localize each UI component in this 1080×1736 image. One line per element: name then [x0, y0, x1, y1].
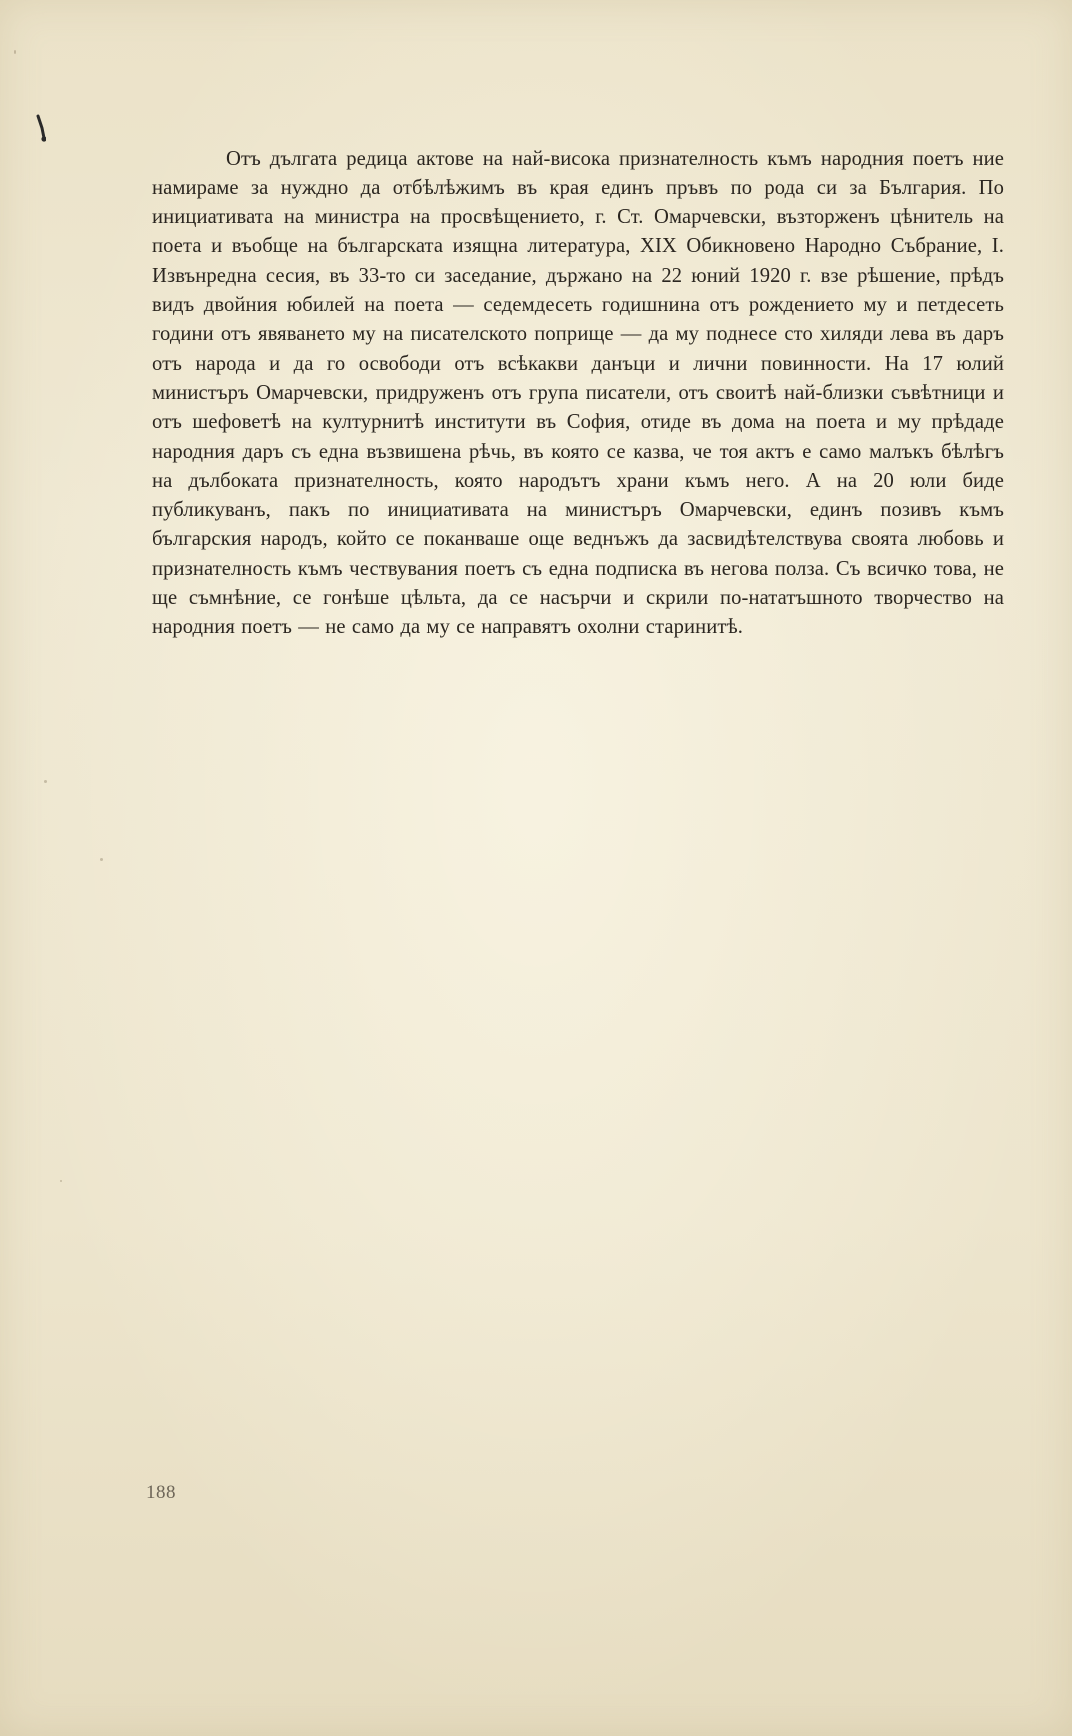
- body-paragraph: Отъ дългата редица актове на най-висока признателность къмъ народния поетъ ние намираме за нуждно да отбѣлѣжимъ въ края единъ пръвъ по рода си за България. По инициативата на министра на просвѣщението, г. Ст. Омарчевски, възторженъ цѣнитель на поета и въобще на българската изящна литература, XIX Обикновено Народно Събрание, I. Извънредна сесия, въ 33-то си заседание, държано на 22 юний 1920 г. взе рѣшение, прѣдъ видъ двойния юбилей на поета — седемдесеть годишнина отъ рождението му и петдесеть години отъ явяването му на писателското поприще — да му поднесе сто хиляди лева въ даръ отъ народа и да го освободи отъ всѣкакви данъци и лични повинности. На 17 юлий министъръ Омарчевски, придруженъ отъ група писатели, отъ своитѣ най-близки съвѣтници и отъ шефоветѣ на културнитѣ институти въ София, отиде въ дома на поета и му прѣдаде народния даръ съ една възвишена рѣчь, въ която се казва, че тоя актъ е само малъкъ бѣлѣгъ на дълбоката признателность, която народътъ храни къмъ него. А на 20 юли биде публикуванъ, пакъ по инициативата на министъръ Омарчевски, единъ позивъ къмъ българския народъ, който се поканваше още веднъжъ да засвидѣтелствува своята любовь и признателность къмъ чествувания поетъ съ една подписка въ негова полза. Съ всичко това, не ще съмнѣние, се гонѣше цѣльта, да се насърчи и скрили по-нататъшното творчество на народния поетъ — не само да му се направятъ охолни старинитѣ.: [152, 147, 1004, 639]
- page-number: 188: [146, 1482, 176, 1503]
- paper-speck: [44, 780, 47, 783]
- paper-speck: [100, 858, 103, 861]
- scan-border: [1072, 0, 1080, 1736]
- paper-speck: [60, 1180, 62, 1182]
- paper-speck: [14, 50, 16, 54]
- margin-pencil-mark: [36, 114, 46, 144]
